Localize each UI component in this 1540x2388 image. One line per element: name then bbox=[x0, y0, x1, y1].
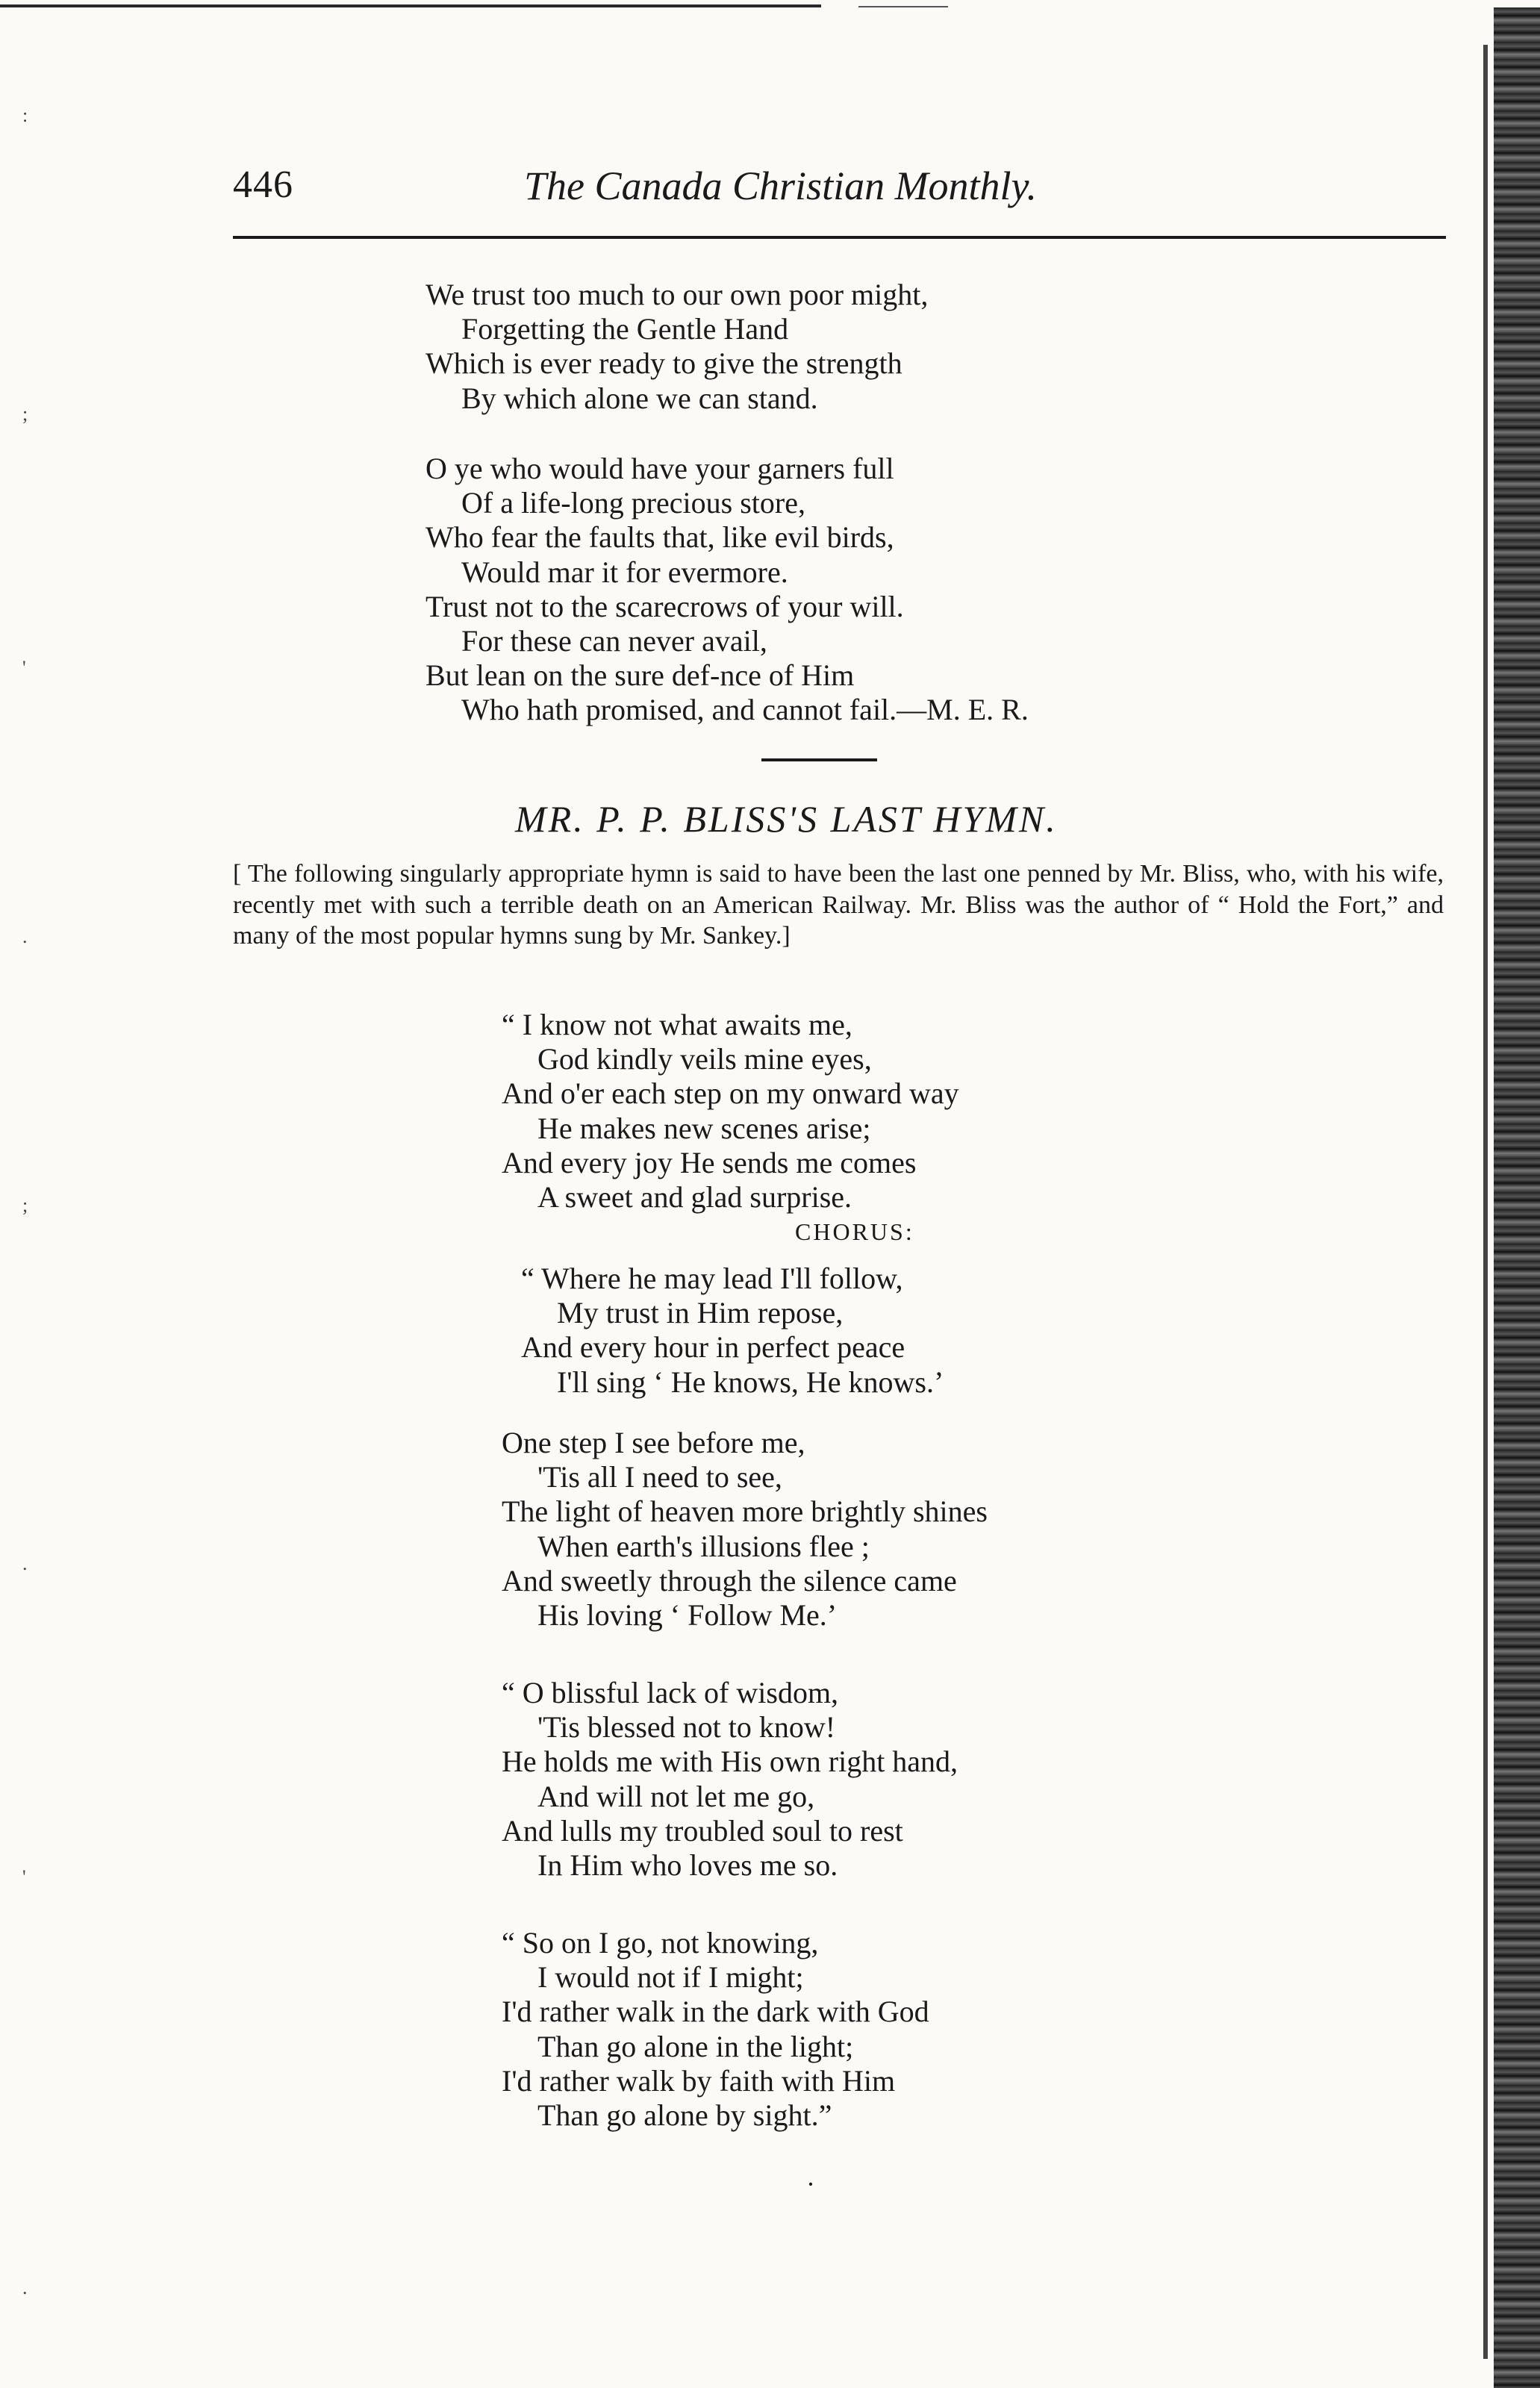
verse-line: When earth's illusions flee ; bbox=[537, 1529, 870, 1563]
poem-one-stanza-two bbox=[425, 452, 1029, 728]
verse-line: And sweetly through the silence came bbox=[502, 1563, 957, 1597]
verse-line: My trust in Him repose, bbox=[557, 1296, 844, 1330]
header-rule bbox=[233, 236, 1446, 239]
verse-line: “ I know not what awaits me, bbox=[502, 1008, 852, 1041]
verse-line: Forgetting the Gentle Hand bbox=[461, 312, 789, 346]
scan-speck: : bbox=[22, 105, 28, 126]
verse-line: In Him who loves me so. bbox=[537, 1848, 838, 1883]
verse-line: I would not if I might; bbox=[537, 1960, 804, 1995]
verse-line: I'll sing ‘ He knows, He knows.’ bbox=[557, 1365, 944, 1399]
hymn-stanza-four bbox=[502, 1926, 929, 2133]
verse-line: And will not let me go, bbox=[537, 1779, 815, 1813]
page-number: 446 bbox=[233, 163, 293, 206]
verse-line: And lulls my troubled soul to rest bbox=[502, 1813, 903, 1848]
verse-line: He holds me with His own right hand, bbox=[502, 1745, 958, 1779]
verse-line: “ O blissful lack of wisdom, bbox=[502, 1676, 839, 1709]
scan-speck: ; bbox=[22, 403, 28, 425]
intro-note: [ The following singularly appropriate hymn is said to have been the last one penned by Mr. Bliss, who, with his wife, recently met with such a terrible death on an American Railway. Mr. Bliss was the author of “ Hold the Fort,” and many of the most popular hymns sung by Mr. Sankey.] bbox=[233, 860, 1444, 950]
section-title: MR. P. P. BLISS'S LAST HYMN. bbox=[515, 798, 1058, 840]
verse-line: Who hath promised, and cannot fail.—M. E. R. bbox=[461, 693, 1029, 727]
verse-line: His loving ‘ Follow Me.’ bbox=[537, 1598, 838, 1633]
verse-line: He makes new scenes arise; bbox=[537, 1111, 871, 1145]
scan-page-edge bbox=[1494, 7, 1540, 2388]
chorus-heading: CHORUS: bbox=[795, 1218, 914, 1245]
scan-speck: . bbox=[22, 2277, 28, 2298]
verse-line: Than go alone by sight.” bbox=[537, 2098, 832, 2133]
hymn-stanza-two bbox=[502, 1426, 988, 1633]
verse-line: 'Tis blessed not to know! bbox=[537, 1710, 836, 1745]
verse-line: And o'er each step on my onward way bbox=[502, 1076, 959, 1111]
verse-line: For these can never avail, bbox=[461, 624, 767, 658]
hymn-chorus bbox=[521, 1262, 944, 1400]
verse-line: “ So on I go, not knowing, bbox=[502, 1926, 819, 1960]
verse-line: Trust not to the scarecrows of your will. bbox=[425, 589, 904, 623]
scan-speck: . bbox=[22, 926, 28, 947]
verse-line: God kindly veils mine eyes, bbox=[537, 1042, 872, 1076]
verse-line: By which alone we can stand. bbox=[461, 381, 818, 415]
verse-line: And every hour in perfect peace bbox=[521, 1330, 905, 1365]
verse-line: “ Where he may lead I'll follow, bbox=[521, 1262, 903, 1295]
scan-top-rule-fragment bbox=[858, 6, 948, 7]
verse-line: We trust too much to our own poor might, bbox=[425, 278, 929, 311]
verse-line: I'd rather walk in the dark with God bbox=[502, 1995, 929, 2029]
poem-one-stanza-one bbox=[425, 278, 928, 416]
verse-line: But lean on the sure def-nce of Him bbox=[425, 658, 855, 693]
running-title: The Canada Christian Monthly. bbox=[524, 163, 1038, 208]
verse-line: I'd rather walk by faith with Him bbox=[502, 2063, 896, 2098]
verse-line: Of a life-long precious store, bbox=[461, 486, 805, 520]
ornament-dot: · bbox=[806, 2169, 815, 2199]
verse-line: Which is ever ready to give the strength bbox=[425, 346, 903, 381]
verse-line: Would mar it for evermore. bbox=[461, 555, 788, 589]
verse-line: A sweet and glad surprise. bbox=[537, 1180, 852, 1215]
verse-line: Than go alone in the light; bbox=[537, 2029, 854, 2063]
hymn-stanza-three bbox=[502, 1676, 958, 1883]
section-divider bbox=[761, 758, 877, 761]
hymn-stanza-one bbox=[502, 1008, 959, 1215]
scan-speck: ' bbox=[22, 657, 26, 679]
verse-line: The light of heaven more brightly shines bbox=[502, 1494, 988, 1529]
scan-speck: ' bbox=[22, 1866, 26, 1888]
verse-line: O ye who would have your garners full bbox=[425, 452, 894, 485]
scan-speck: ; bbox=[22, 1194, 28, 1216]
verse-line: 'Tis all I need to see, bbox=[537, 1460, 782, 1494]
verse-line: Who fear the faults that, like evil birds, bbox=[425, 520, 894, 555]
verse-line: And every joy He sends me comes bbox=[502, 1145, 917, 1179]
page-header bbox=[233, 163, 1442, 215]
scan-top-rule bbox=[0, 4, 821, 7]
verse-line: One step I see before me, bbox=[502, 1426, 805, 1459]
scan-speck: . bbox=[22, 1553, 28, 1574]
scan-page-edge-line bbox=[1483, 45, 1488, 2359]
